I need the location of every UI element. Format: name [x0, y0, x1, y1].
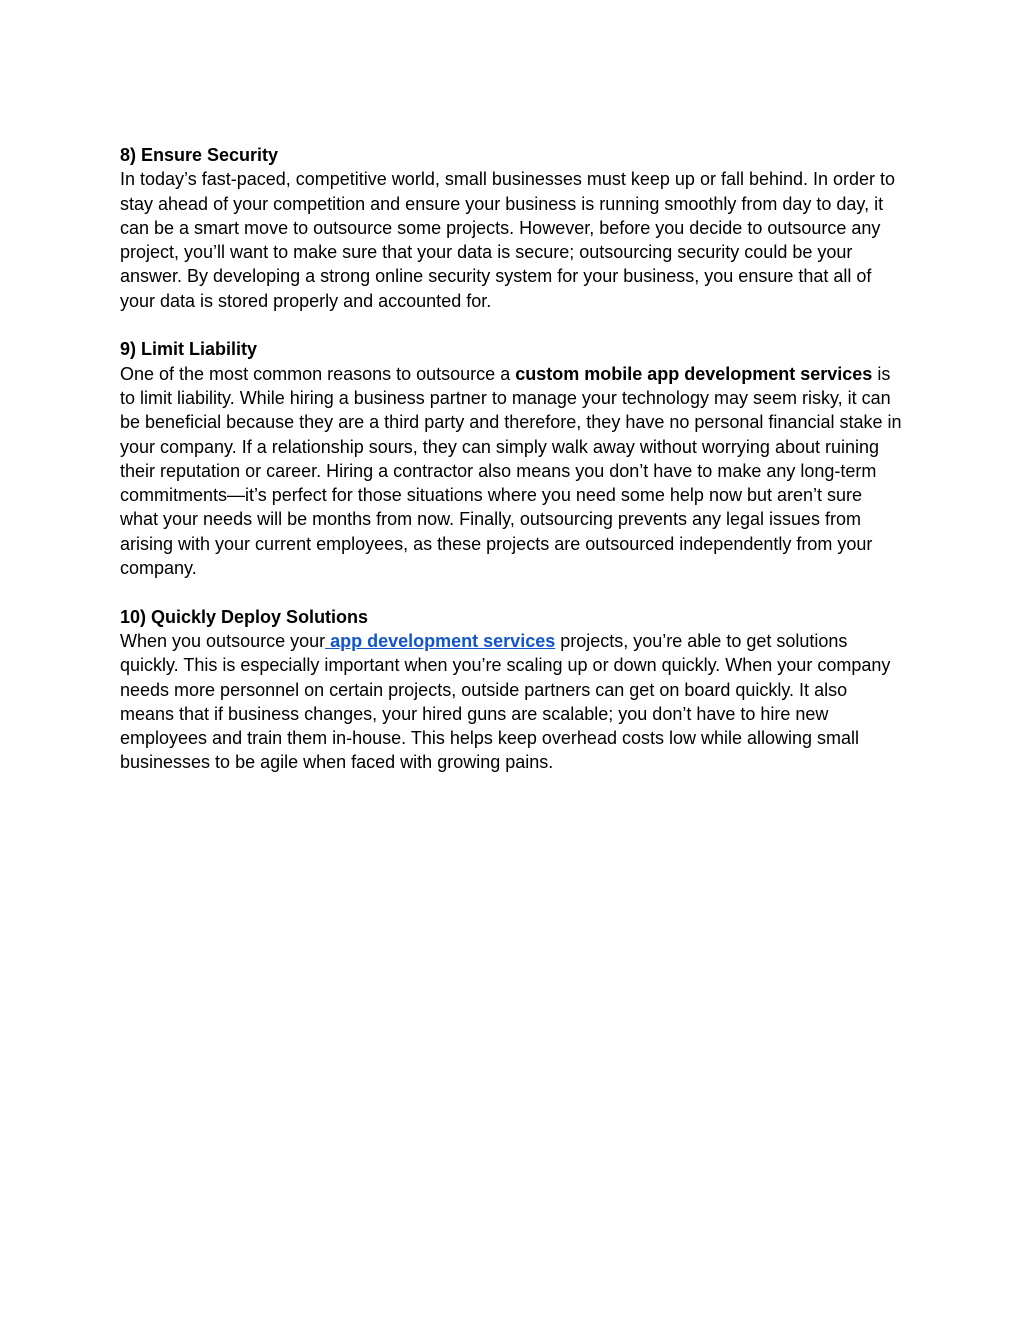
- section-heading: 9) Limit Liability: [120, 339, 258, 360]
- document-page: [120, 143, 904, 799]
- paragraph-text: is to limit liability. While hiring a business partner to manage your technology may seem risky, it can be beneficial because they are a third party and therefore, they have no personal financial stake in your company. If a relationship sours, they can simply walk away without worrying about ruining their reputation or career. Hiring a contractor also means you don’t have to make any long-term commitments—it’s perfect for those situations where you need some help now but aren’t sure what your needs will be months from now. Finally, outsourcing prevents any legal issues from arising with your current employees, as these projects are outsourced independently from your company.: [120, 363, 902, 579]
- section-paragraph: [120, 362, 904, 581]
- section-ensure-security: [120, 143, 904, 313]
- paragraph-text: projects, you’re able to get solutions quickly. This is especially important when you’re scaling up or down quickly. When your company needs more personnel on certain projects, outside partners can get on board quickly. It also means that if business changes, your hired guns are scalable; you don’t have to hire new employees and train them in-house. This helps keep overhead costs low while allowing small businesses to be agile when faced with growing pains.: [120, 630, 891, 773]
- bold-phrase: custom mobile app development services: [515, 363, 873, 384]
- app-development-services-link[interactable]: app development services: [325, 630, 556, 651]
- section-limit-liability: [120, 337, 904, 580]
- section-paragraph: In today’s fast-paced, competitive world, small businesses must keep up or fall behind. In order to stay ahead of your competition and ensure your business is running smoothly from day to day, it can be a smart move to outsource some projects. However, before you decide to outsource any project, you’ll want to make sure that your data is secure; outsourcing security could be your answer. By developing a strong online security system for your business, you ensure that all of your data is stored properly and accounted for.: [120, 169, 896, 311]
- section-quickly-deploy-solutions: [120, 605, 904, 775]
- paragraph-text: When you outsource your: [120, 630, 326, 651]
- paragraph-text: One of the most common reasons to outsource a: [120, 363, 516, 384]
- section-paragraph: [120, 629, 904, 775]
- section-heading: 8) Ensure Security: [120, 145, 279, 165]
- section-heading: 10) Quickly Deploy Solutions: [120, 606, 369, 627]
